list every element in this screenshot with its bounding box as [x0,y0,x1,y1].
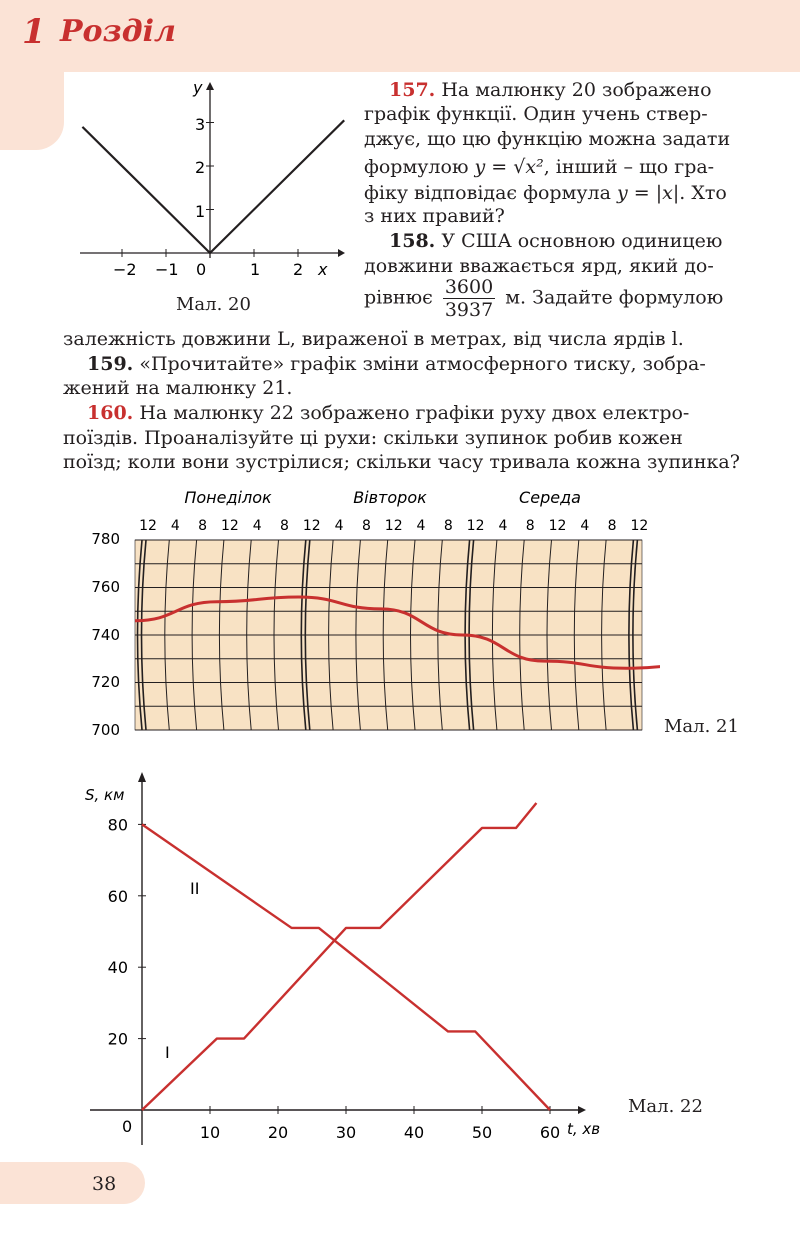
problem-158-line-4: залежність довжини L, вираженої в метрах, від числа ярдів l. [63,328,684,350]
problem-157-line-6: з них правий? [364,205,505,227]
fig21-hour-tick: 12 [630,518,649,534]
problem-158-text: рівнює [364,286,433,309]
fig21-ytick: 700 [91,721,120,739]
problem-160-text: На малюнку 22 зображено графіки руху двох електро- [139,402,690,424]
figure-21 [60,480,660,745]
fig21-ytick: 760 [91,578,120,596]
problem-159-text: «Прочитайте» графік зміни атмосферного тиску, зобра- [139,353,706,375]
problem-157-text: На малюнку 20 зображено [441,79,712,101]
fig22-ytick: 20 [107,1029,128,1049]
fig20-xtick: −1 [155,260,179,279]
fig22-xtick: 30 [335,1123,357,1142]
problem-157-line-5 [364,181,727,205]
fig21-day-label: Середа [519,488,581,507]
problem-159-number: 159. [87,353,134,375]
fig21-hour-tick: 4 [334,518,344,534]
fig22-origin: 0 [122,1117,133,1136]
fig20-y-arrow [206,82,214,90]
problem-160-line-1 [87,401,689,425]
fig20-ytick: 3 [195,115,206,134]
fig22-x-arrow [578,1106,586,1114]
fig20-series-line [82,120,344,253]
chapter-number: 1 [22,12,46,52]
fraction [443,276,495,321]
figure-20 [70,75,350,290]
fig22-series-label-1: I [165,1043,170,1062]
figure-22 [70,765,630,1145]
fig21-caption: Мал. 21 [664,716,739,737]
problem-157-text: формулою [364,156,475,178]
problem-157-text: фіку відповідає формула [364,182,617,204]
fig20-ytick: 1 [195,202,206,221]
fig20-x-label: x [318,260,328,279]
fig21-day-label: Понеділок [184,488,272,507]
problem-157-line-1 [389,78,712,102]
fig22-x-label: t, хв [567,1120,601,1138]
fig21-hour-tick: 8 [443,518,453,534]
fig22-y-arrow [138,772,146,782]
fig21-hour-tick: 8 [361,518,371,534]
fig21-hour-tick: 12 [302,518,321,534]
problem-158-text: м. Задайте формулою [505,286,724,309]
fig20-ytick: 2 [195,158,206,177]
problem-158-text: У США основною одиницею [441,230,723,252]
fig22-series-label-2: II [190,879,200,898]
problem-157-text: . Хто [679,182,727,204]
problem-158-line-2: довжини вважається ярд, який до- [364,255,714,277]
chapter-title: Розділ [60,14,176,49]
problem-157-number: 157. [389,79,436,101]
fig22-xtick: 20 [267,1123,289,1142]
problem-157-text: , інший – що гра- [543,156,715,178]
problem-159-line-2: жений на малюнку 21. [63,377,293,399]
fig21-hour-tick: 8 [280,518,289,534]
fig22-series-line-1 [142,803,536,1110]
formula-abs: y = |x| [616,182,680,204]
fig22-ytick: 40 [107,958,128,978]
fig21-hour-tick: 8 [607,518,617,534]
problem-160-line-2: поїздів. Проаналізуйте ці рухи: скільки зупинок робив кожен [63,427,683,449]
fig22-xtick: 40 [403,1123,425,1142]
fig21-ytick: 720 [91,673,120,691]
fig22-xtick: 50 [471,1123,493,1142]
fig22-y-label: S, км [85,786,125,804]
fig21-hour-tick: 8 [198,518,208,534]
footer-band [0,1162,145,1204]
problem-159-line-1 [87,352,706,376]
problem-158-line-3 [364,276,723,321]
fig21-hour-tick: 4 [580,518,590,534]
fig21-hour-tick: 4 [498,518,508,534]
fig21-hour-tick: 12 [139,518,157,534]
problem-158-line-1 [389,229,722,253]
problem-157-line-3: джує, що цю функцію можна задати [364,128,731,150]
fraction-denominator: 3937 [444,299,494,321]
fig21-hour-tick: 4 [416,518,426,534]
fig20-xtick: 1 [250,260,261,279]
fig22-caption: Мал. 22 [628,1096,703,1117]
problem-160-line-3: поїзд; коли вони зустрілися; скільки часу тривала кожна зупинка? [63,451,740,473]
page-number: 38 [92,1173,117,1195]
fig21-hour-tick: 4 [170,518,180,534]
fig21-ytick: 740 [91,626,120,644]
formula-sqrt: y = √x² [474,156,544,178]
fig20-xtick: −2 [113,260,137,279]
fig20-xtick: 2 [293,260,304,279]
fig21-hour-tick: 12 [466,518,485,534]
fig21-ytick: 780 [91,530,120,548]
problem-160-number: 160. [87,402,134,424]
fraction-numerator: 3600 [444,276,494,298]
fig22-ytick: 80 [107,815,128,835]
fig21-hour-tick: 12 [548,518,567,534]
problem-157-line-4 [364,155,714,179]
fig22-xtick: 10 [199,1123,221,1142]
fig21-hour-tick: 12 [384,518,403,534]
fig21-hour-tick: 4 [252,518,262,534]
fig20-x-arrow [338,249,345,257]
fig22-xtick: 60 [539,1123,561,1142]
problem-158-number: 158. [389,230,436,252]
fig20-origin: 0 [196,260,207,279]
fig22-series-line-2 [142,824,550,1110]
fig21-day-label: Вівторок [353,488,427,507]
fig21-hour-tick: 12 [220,518,239,534]
problem-157-line-2: графік функції. Один учень ствер- [364,103,708,125]
fig22-ytick: 60 [107,886,128,906]
fig20-caption: Мал. 20 [176,294,251,315]
fig20-y-label: y [193,78,203,97]
fig21-hour-tick: 8 [525,518,535,534]
